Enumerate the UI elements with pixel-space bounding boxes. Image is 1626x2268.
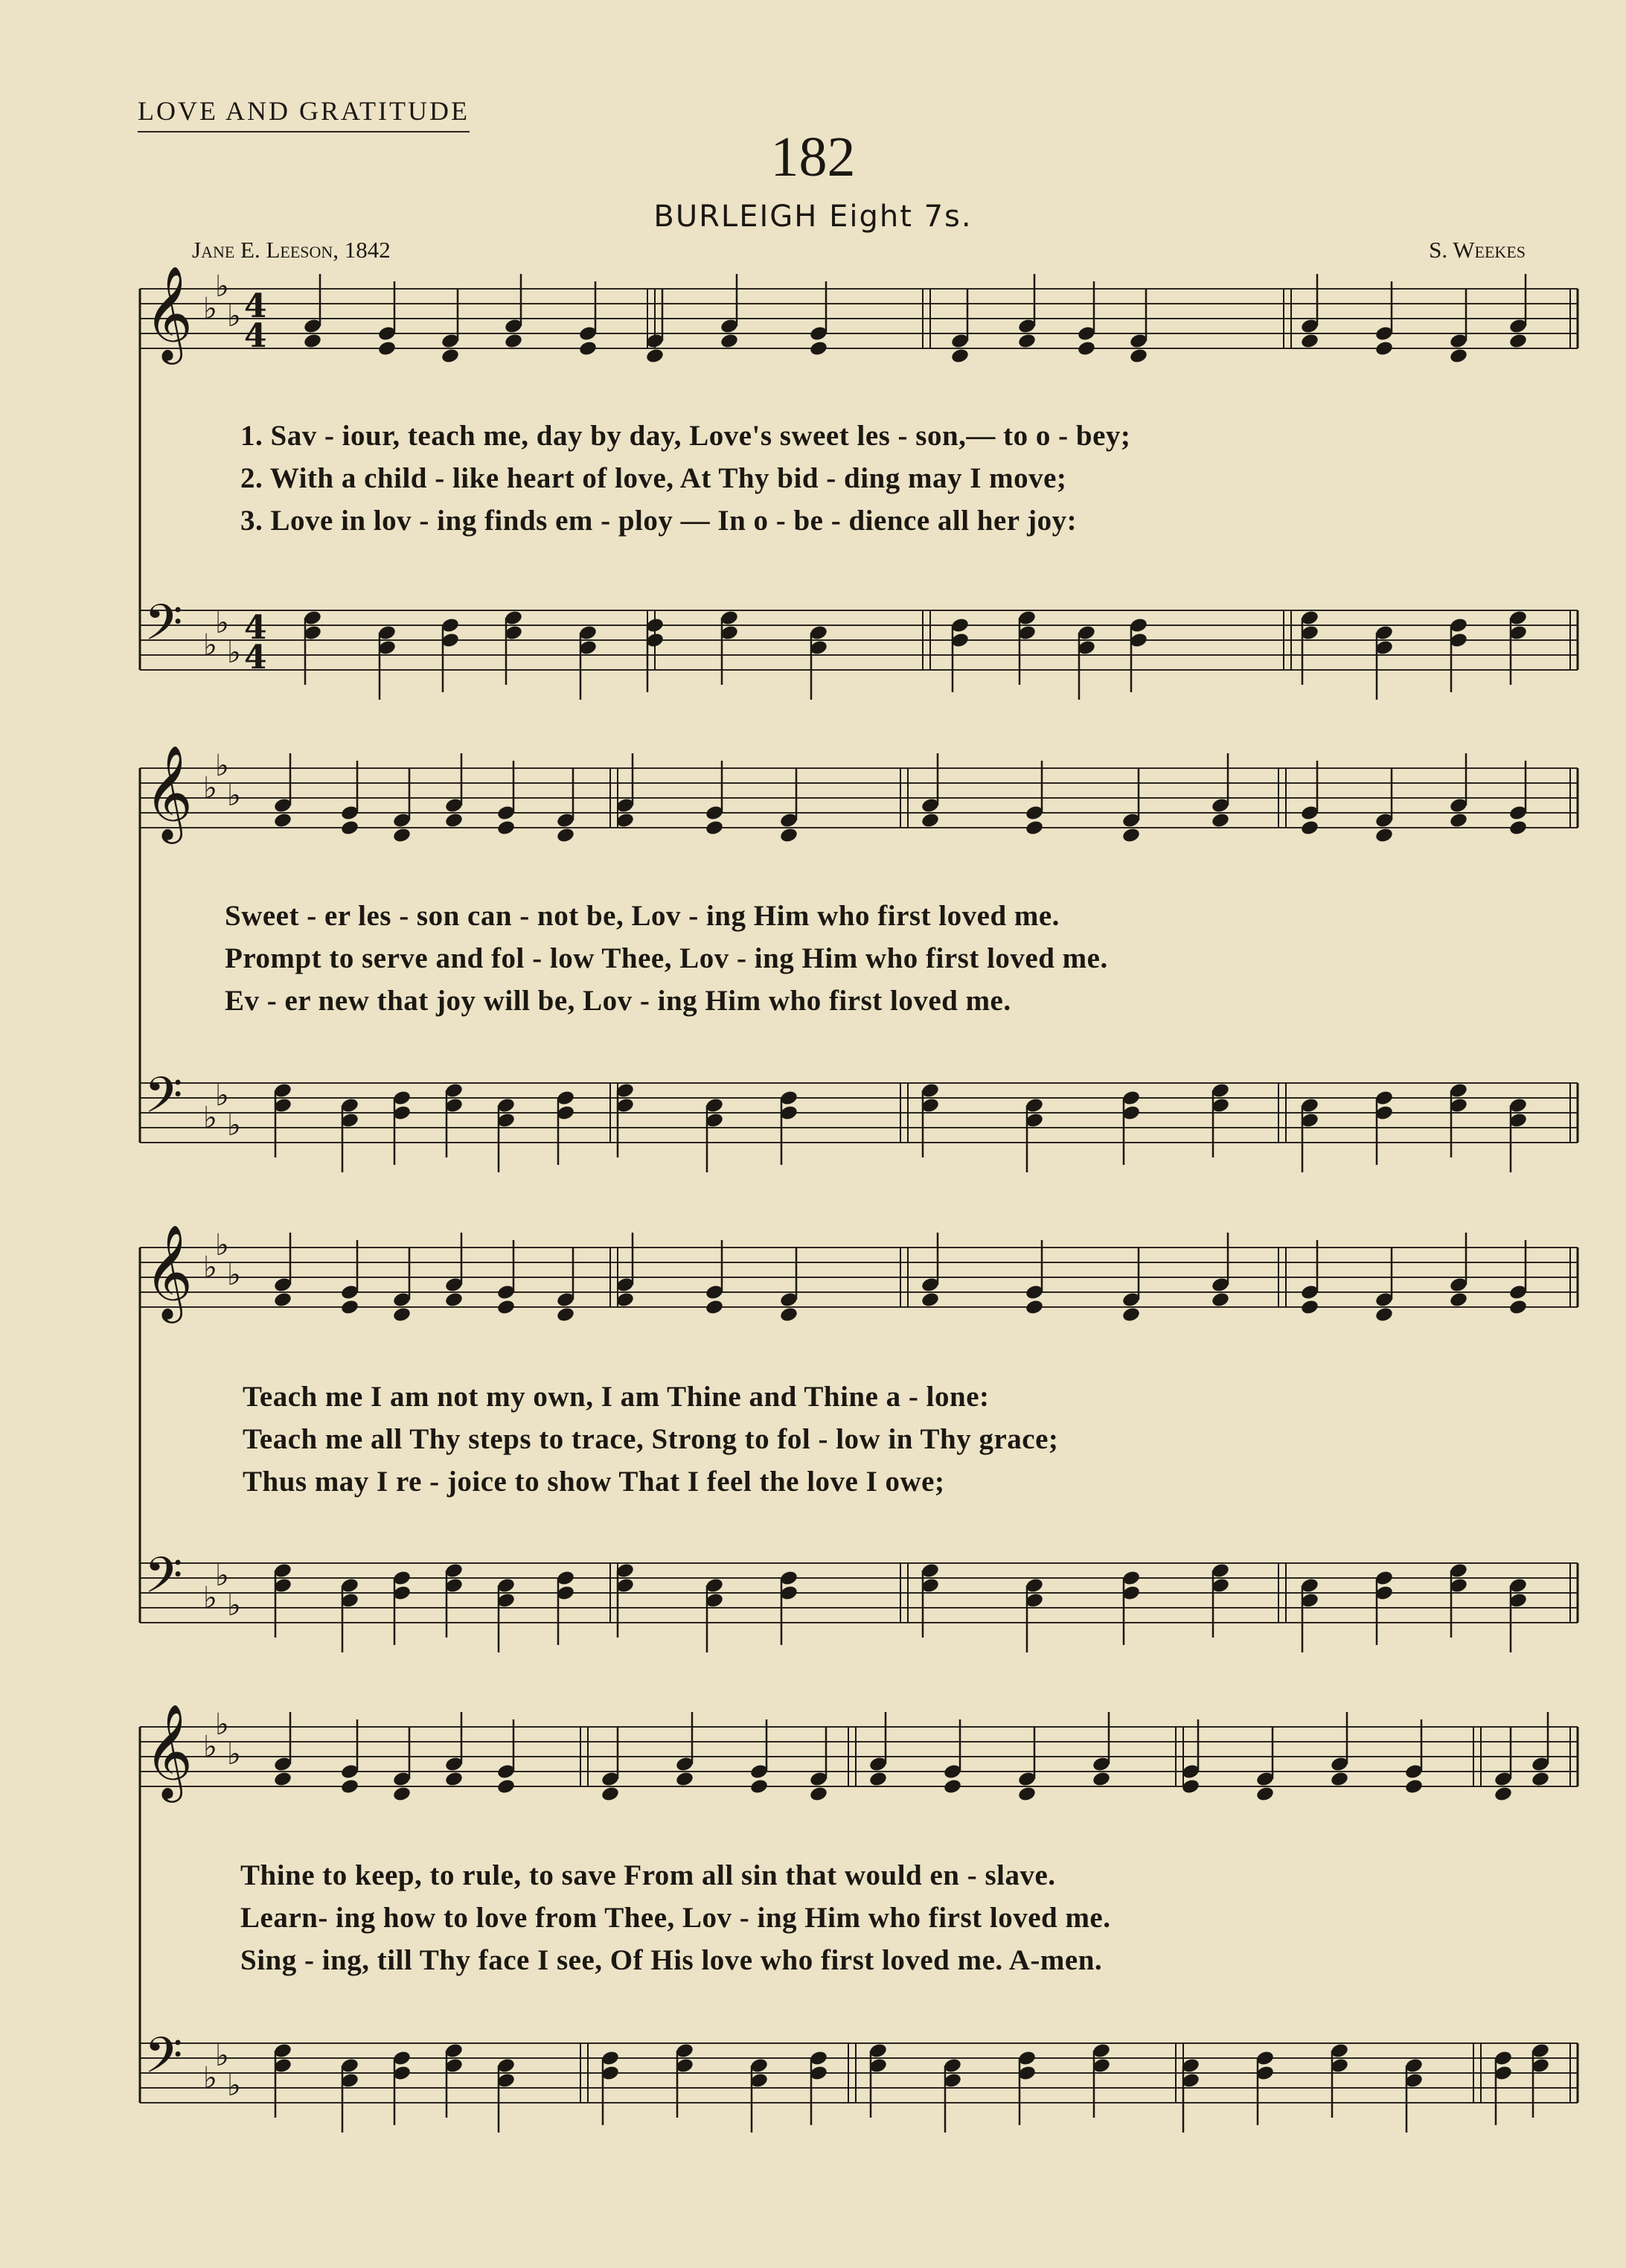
lyric-line-s3-v1: Teach me I am not my own, I am Thine and Thine a - lone: xyxy=(243,1381,990,1413)
flat-icon: ♭ xyxy=(227,299,241,333)
system-4-treble-staff-notehead xyxy=(1092,1771,1111,1788)
system-2-treble-staff-notehead xyxy=(1121,827,1141,844)
hymn-number: 182 xyxy=(770,126,856,188)
system-2-treble-staff-notehead xyxy=(1300,820,1319,837)
system-2-treble-staff-notehead xyxy=(1508,820,1528,837)
system-1-treble-staff-notehead xyxy=(1374,340,1394,357)
system-4-treble-staff-notehead xyxy=(1017,1786,1037,1803)
flat-icon: ♭ xyxy=(203,1250,217,1285)
system-4-treble-staff-notehead xyxy=(392,1786,412,1803)
time-signature-top: 4 xyxy=(244,609,267,647)
flat-icon: ♭ xyxy=(227,1588,241,1623)
system-4-treble-staff-notehead xyxy=(1404,1778,1424,1795)
system-1-treble-staff-notehead xyxy=(1508,333,1528,350)
flat-icon: ♭ xyxy=(203,628,217,662)
flat-icon: ♭ xyxy=(215,1079,229,1113)
system-4-treble-staff-notehead xyxy=(675,1771,694,1788)
lyric-line-s1-v1: 1. Sav - iour, teach me, day by day, Love's sweet les - son,— to o - bey; xyxy=(240,420,1131,452)
flat-icon: ♭ xyxy=(215,1228,229,1262)
system-2-treble-staff-notehead xyxy=(444,812,464,829)
system-1-treble-staff-notehead xyxy=(303,333,322,350)
flat-icon: ♭ xyxy=(203,1101,217,1135)
lyric-line-s4-v2: Learn- ing how to love from Thee, Lov - ing Him who first loved me. xyxy=(240,1902,1111,1934)
time-signature-bottom: 4 xyxy=(244,317,267,355)
system-3-treble-staff-notehead xyxy=(444,1291,464,1309)
system-2-treble-staff-notehead xyxy=(556,827,575,844)
system-4-treble-staff-notehead xyxy=(1330,1771,1349,1788)
system-2-treble-staff-notehead xyxy=(392,827,412,844)
system-3-treble-staff-notehead xyxy=(273,1291,292,1309)
system-4-treble-staff-notehead xyxy=(273,1771,292,1788)
flat-icon: ♭ xyxy=(203,1730,217,1764)
system-1-treble-staff-notehead xyxy=(1449,348,1468,365)
system-2-treble-staff-notehead xyxy=(705,820,724,837)
system-3-treble-staff-notehead xyxy=(779,1306,798,1323)
lyric-line-s3-v2: Teach me all Thy steps to trace, Strong to fol - low in Thy grace; xyxy=(243,1423,1059,1455)
system-3-treble-staff-notehead xyxy=(496,1299,516,1316)
system-1-treble-staff-notehead xyxy=(1300,333,1319,350)
system-2-treble-staff-notehead xyxy=(340,820,359,837)
treble-clef-icon: 𝄞 xyxy=(144,744,193,840)
composer-credit: S. Weekes xyxy=(1429,237,1526,263)
lyric-line-s4-v1: Thine to keep, to rule, to save From all sin that would en - slave. xyxy=(240,1859,1056,1891)
system-3-treble-staff-notehead xyxy=(921,1291,940,1309)
system-3-treble-staff-notehead xyxy=(705,1299,724,1316)
flat-icon: ♭ xyxy=(203,1581,217,1615)
flat-icon: ♭ xyxy=(215,2039,229,2073)
system-4-treble-staff-notehead xyxy=(601,1786,620,1803)
flat-icon: ♭ xyxy=(227,636,241,670)
author-credit: Jane E. Leeson, 1842 xyxy=(192,237,391,263)
system-3-treble-staff-notehead xyxy=(1374,1306,1394,1323)
system-4-treble-staff-notehead xyxy=(943,1778,962,1795)
system-4-treble-staff-notehead xyxy=(1255,1786,1275,1803)
time-signature-bottom: 4 xyxy=(244,639,267,677)
system-1-treble-staff-notehead xyxy=(1017,333,1037,350)
system-3-treble-staff-notehead xyxy=(1025,1299,1044,1316)
system-2-treble-staff-notehead xyxy=(273,812,292,829)
system-1-treble-staff-notehead xyxy=(809,340,828,357)
flat-icon: ♭ xyxy=(215,1559,229,1593)
system-2-treble-staff-notehead xyxy=(1211,812,1230,829)
time-signature-top: 4 xyxy=(244,287,267,325)
lyric-line-s3-v3: Thus may I re - joice to show That I feel the love I owe; xyxy=(243,1466,945,1498)
system-1-treble-staff-notehead xyxy=(504,333,523,350)
bass-clef-icon: 𝄢 xyxy=(144,1547,183,1616)
system-3-treble-staff-notehead xyxy=(1211,1291,1230,1309)
treble-clef-icon: 𝄞 xyxy=(144,1224,193,1319)
section-title: LOVE AND GRATITUDE xyxy=(138,95,470,132)
flat-icon: ♭ xyxy=(215,749,229,783)
system-2-treble-staff-notehead xyxy=(779,827,798,844)
system-2-treble-staff-notehead xyxy=(496,820,516,837)
system-3-treble-staff-notehead xyxy=(1508,1299,1528,1316)
system-1-treble-staff-notehead xyxy=(720,333,739,350)
system-1-treble-staff-notehead xyxy=(578,340,598,357)
system-3-treble-staff-notehead xyxy=(556,1306,575,1323)
system-1-treble-staff-notehead xyxy=(645,348,665,365)
system-2-treble-staff-notehead xyxy=(921,812,940,829)
system-1-treble-staff-notehead xyxy=(441,348,460,365)
system-4-treble-staff-notehead xyxy=(749,1778,769,1795)
system-4-treble-staff-notehead xyxy=(340,1778,359,1795)
flat-icon: ♭ xyxy=(203,292,217,326)
flat-icon: ♭ xyxy=(215,269,229,304)
flat-icon: ♭ xyxy=(227,1737,241,1772)
system-4-treble-staff-notehead xyxy=(868,1771,888,1788)
system-4-treble-staff-notehead xyxy=(444,1771,464,1788)
system-3-treble-staff-notehead xyxy=(340,1299,359,1316)
system-2-treble-staff-notehead xyxy=(1449,812,1468,829)
flat-icon: ♭ xyxy=(227,2069,241,2103)
system-4-treble-staff-notehead xyxy=(809,1786,828,1803)
system-1-treble-staff-notehead xyxy=(1077,340,1096,357)
flat-icon: ♭ xyxy=(203,771,217,805)
bass-clef-icon: 𝄢 xyxy=(144,1067,183,1136)
bass-clef-icon: 𝄢 xyxy=(144,594,183,663)
system-1-treble-staff-notehead xyxy=(950,348,970,365)
flat-icon: ♭ xyxy=(227,779,241,813)
lyric-line-s4-v3: Sing - ing, till Thy face I see, Of His love who first loved me. A-men. xyxy=(240,1944,1103,1976)
system-1-treble-staff-notehead xyxy=(1129,348,1148,365)
system-3-treble-staff-notehead xyxy=(1449,1291,1468,1309)
system-4-treble-staff-notehead xyxy=(1531,1771,1550,1788)
system-2-treble-staff-notehead xyxy=(1025,820,1044,837)
lyric-line-s1-v3: 3. Love in lov - ing finds em - ploy — In o - be - dience all her joy: xyxy=(240,505,1078,537)
system-1-treble-staff-notehead xyxy=(377,340,397,357)
flat-icon: ♭ xyxy=(227,1108,241,1143)
flat-icon: ♭ xyxy=(203,2061,217,2095)
system-3-treble-staff-notehead xyxy=(1300,1299,1319,1316)
flat-icon: ♭ xyxy=(215,1708,229,1742)
lyric-line-s2-v2: Prompt to serve and fol - low Thee, Lov - ing Him who first loved me. xyxy=(225,942,1108,974)
flat-icon: ♭ xyxy=(215,606,229,640)
lyric-line-s2-v1: Sweet - er les - son can - not be, Lov - ing Him who first loved me. xyxy=(225,900,1060,932)
lyric-line-s1-v2: 2. With a child - like heart of love, At Thy bid - ding may I move; xyxy=(240,462,1067,494)
treble-clef-icon: 𝄞 xyxy=(144,1703,193,1798)
system-4-treble-staff-notehead xyxy=(1494,1786,1513,1803)
lyric-line-s2-v3: Ev - er new that joy will be, Lov - ing Him who first loved me. xyxy=(225,985,1011,1017)
system-2-treble-staff-notehead xyxy=(1374,827,1394,844)
system-4-treble-staff-notehead xyxy=(496,1778,516,1795)
flat-icon: ♭ xyxy=(227,1258,241,1292)
system-3-treble-staff-notehead xyxy=(1121,1306,1141,1323)
bass-clef-icon: 𝄢 xyxy=(144,2027,183,2096)
system-3-treble-staff-notehead xyxy=(392,1306,412,1323)
treble-clef-icon: 𝄞 xyxy=(144,265,193,360)
tune-name: BURLEIGH Eight 7s. xyxy=(653,199,973,234)
